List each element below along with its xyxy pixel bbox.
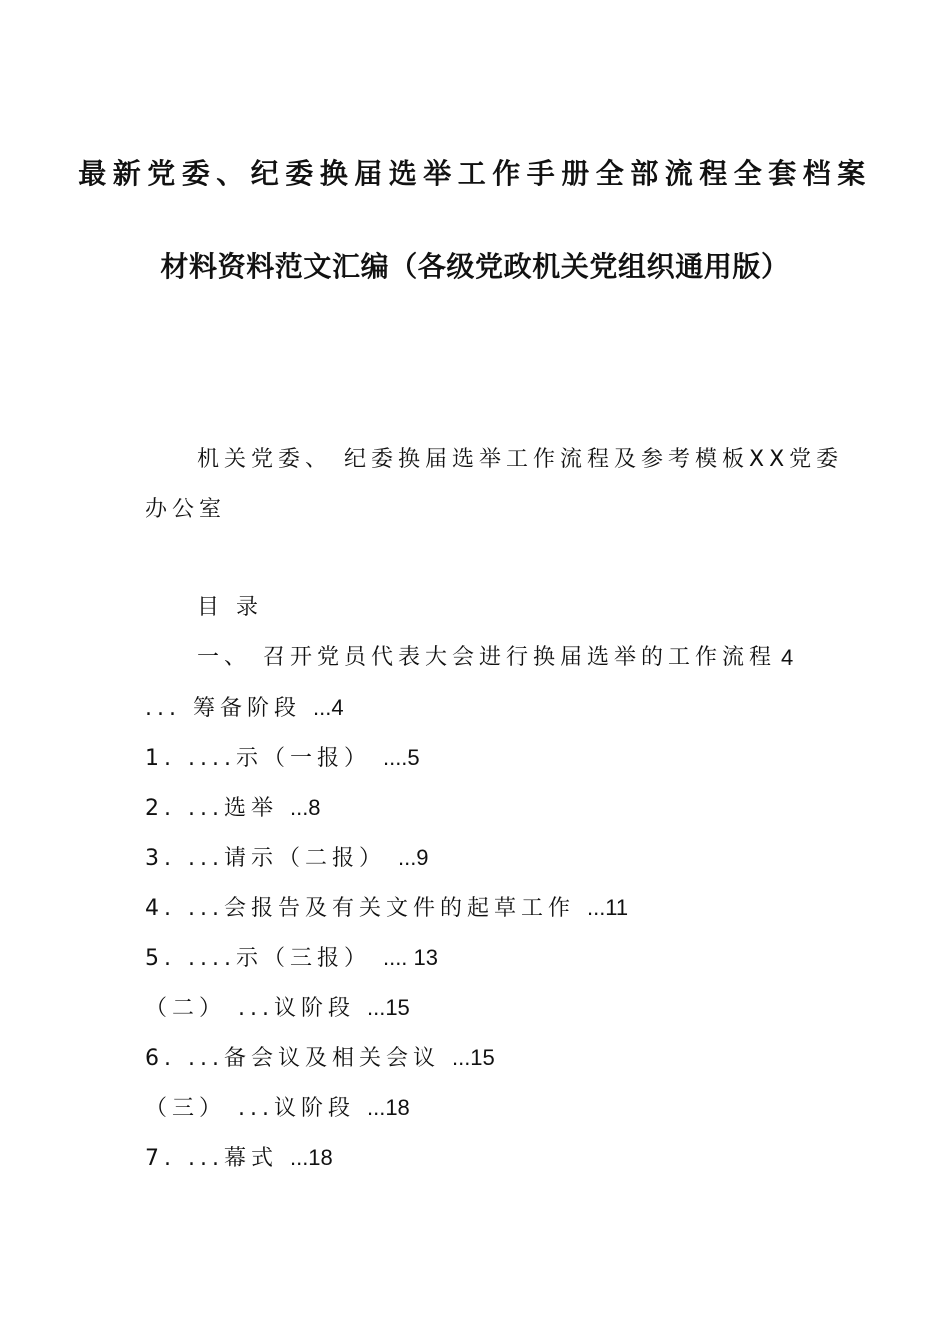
toc-item-text: 1. ....示（一报）	[145, 746, 371, 771]
toc-item[interactable]	[145, 793, 321, 824]
toc-item[interactable]	[145, 743, 420, 774]
toc-item-page: ...18	[366, 1095, 410, 1120]
toc-item-text: 一、 召开党员代表大会进行换届选举的工作流程	[197, 645, 776, 670]
toc-item[interactable]	[145, 843, 429, 874]
toc-item[interactable]	[145, 993, 410, 1024]
toc-item-page: .... 13	[382, 945, 439, 970]
toc-item-text: 3. ...请示（二报）	[145, 846, 386, 871]
document-title-line-1: 最新党委、纪委换届选举工作手册全部流程全套档案	[78, 157, 872, 190]
intro-line-2: 办公室	[145, 497, 227, 522]
toc-item-text: （三） ...议阶段	[145, 1096, 355, 1121]
toc-item[interactable]	[197, 643, 794, 673]
document-title-line-2: 材料资料范文汇编（各级党政机关党组织通用版）	[160, 250, 790, 283]
toc-item-page: ...11	[586, 895, 629, 920]
toc-item-text: ... 筹备阶段	[145, 696, 301, 721]
intro-line-1: 机关党委、 纪委换届选举工作流程及参考模板XX党委	[197, 447, 844, 472]
toc-item-page: ...15	[451, 1045, 495, 1070]
toc-item[interactable]	[145, 1043, 495, 1074]
toc-item-text: （二） ...议阶段	[145, 996, 355, 1021]
toc-item[interactable]	[145, 1143, 333, 1174]
toc-item[interactable]	[145, 893, 628, 924]
toc-item-text: 2. ...选举	[145, 796, 278, 821]
toc-heading: 目 录	[197, 595, 263, 620]
toc-item-page: 4	[781, 645, 794, 670]
toc-item-page: ...8	[289, 795, 321, 820]
toc-item-page: ....5	[382, 745, 420, 770]
toc-item-text: 5. ....示（三报）	[145, 946, 371, 971]
toc-item[interactable]	[145, 943, 438, 974]
toc-item-page: ...4	[312, 695, 344, 720]
toc-item-page: ...18	[289, 1145, 333, 1170]
toc-item[interactable]	[145, 1093, 410, 1124]
toc-item-text: 6. ...备会议及相关会议	[145, 1046, 440, 1071]
toc-item-page: ...15	[366, 995, 410, 1020]
toc-item-page: ...9	[397, 845, 429, 870]
toc-item[interactable]	[145, 693, 344, 724]
toc-item-text: 4. ...会报告及有关文件的起草工作	[145, 896, 575, 921]
toc-item-text: 7. ...幕式	[145, 1146, 278, 1171]
